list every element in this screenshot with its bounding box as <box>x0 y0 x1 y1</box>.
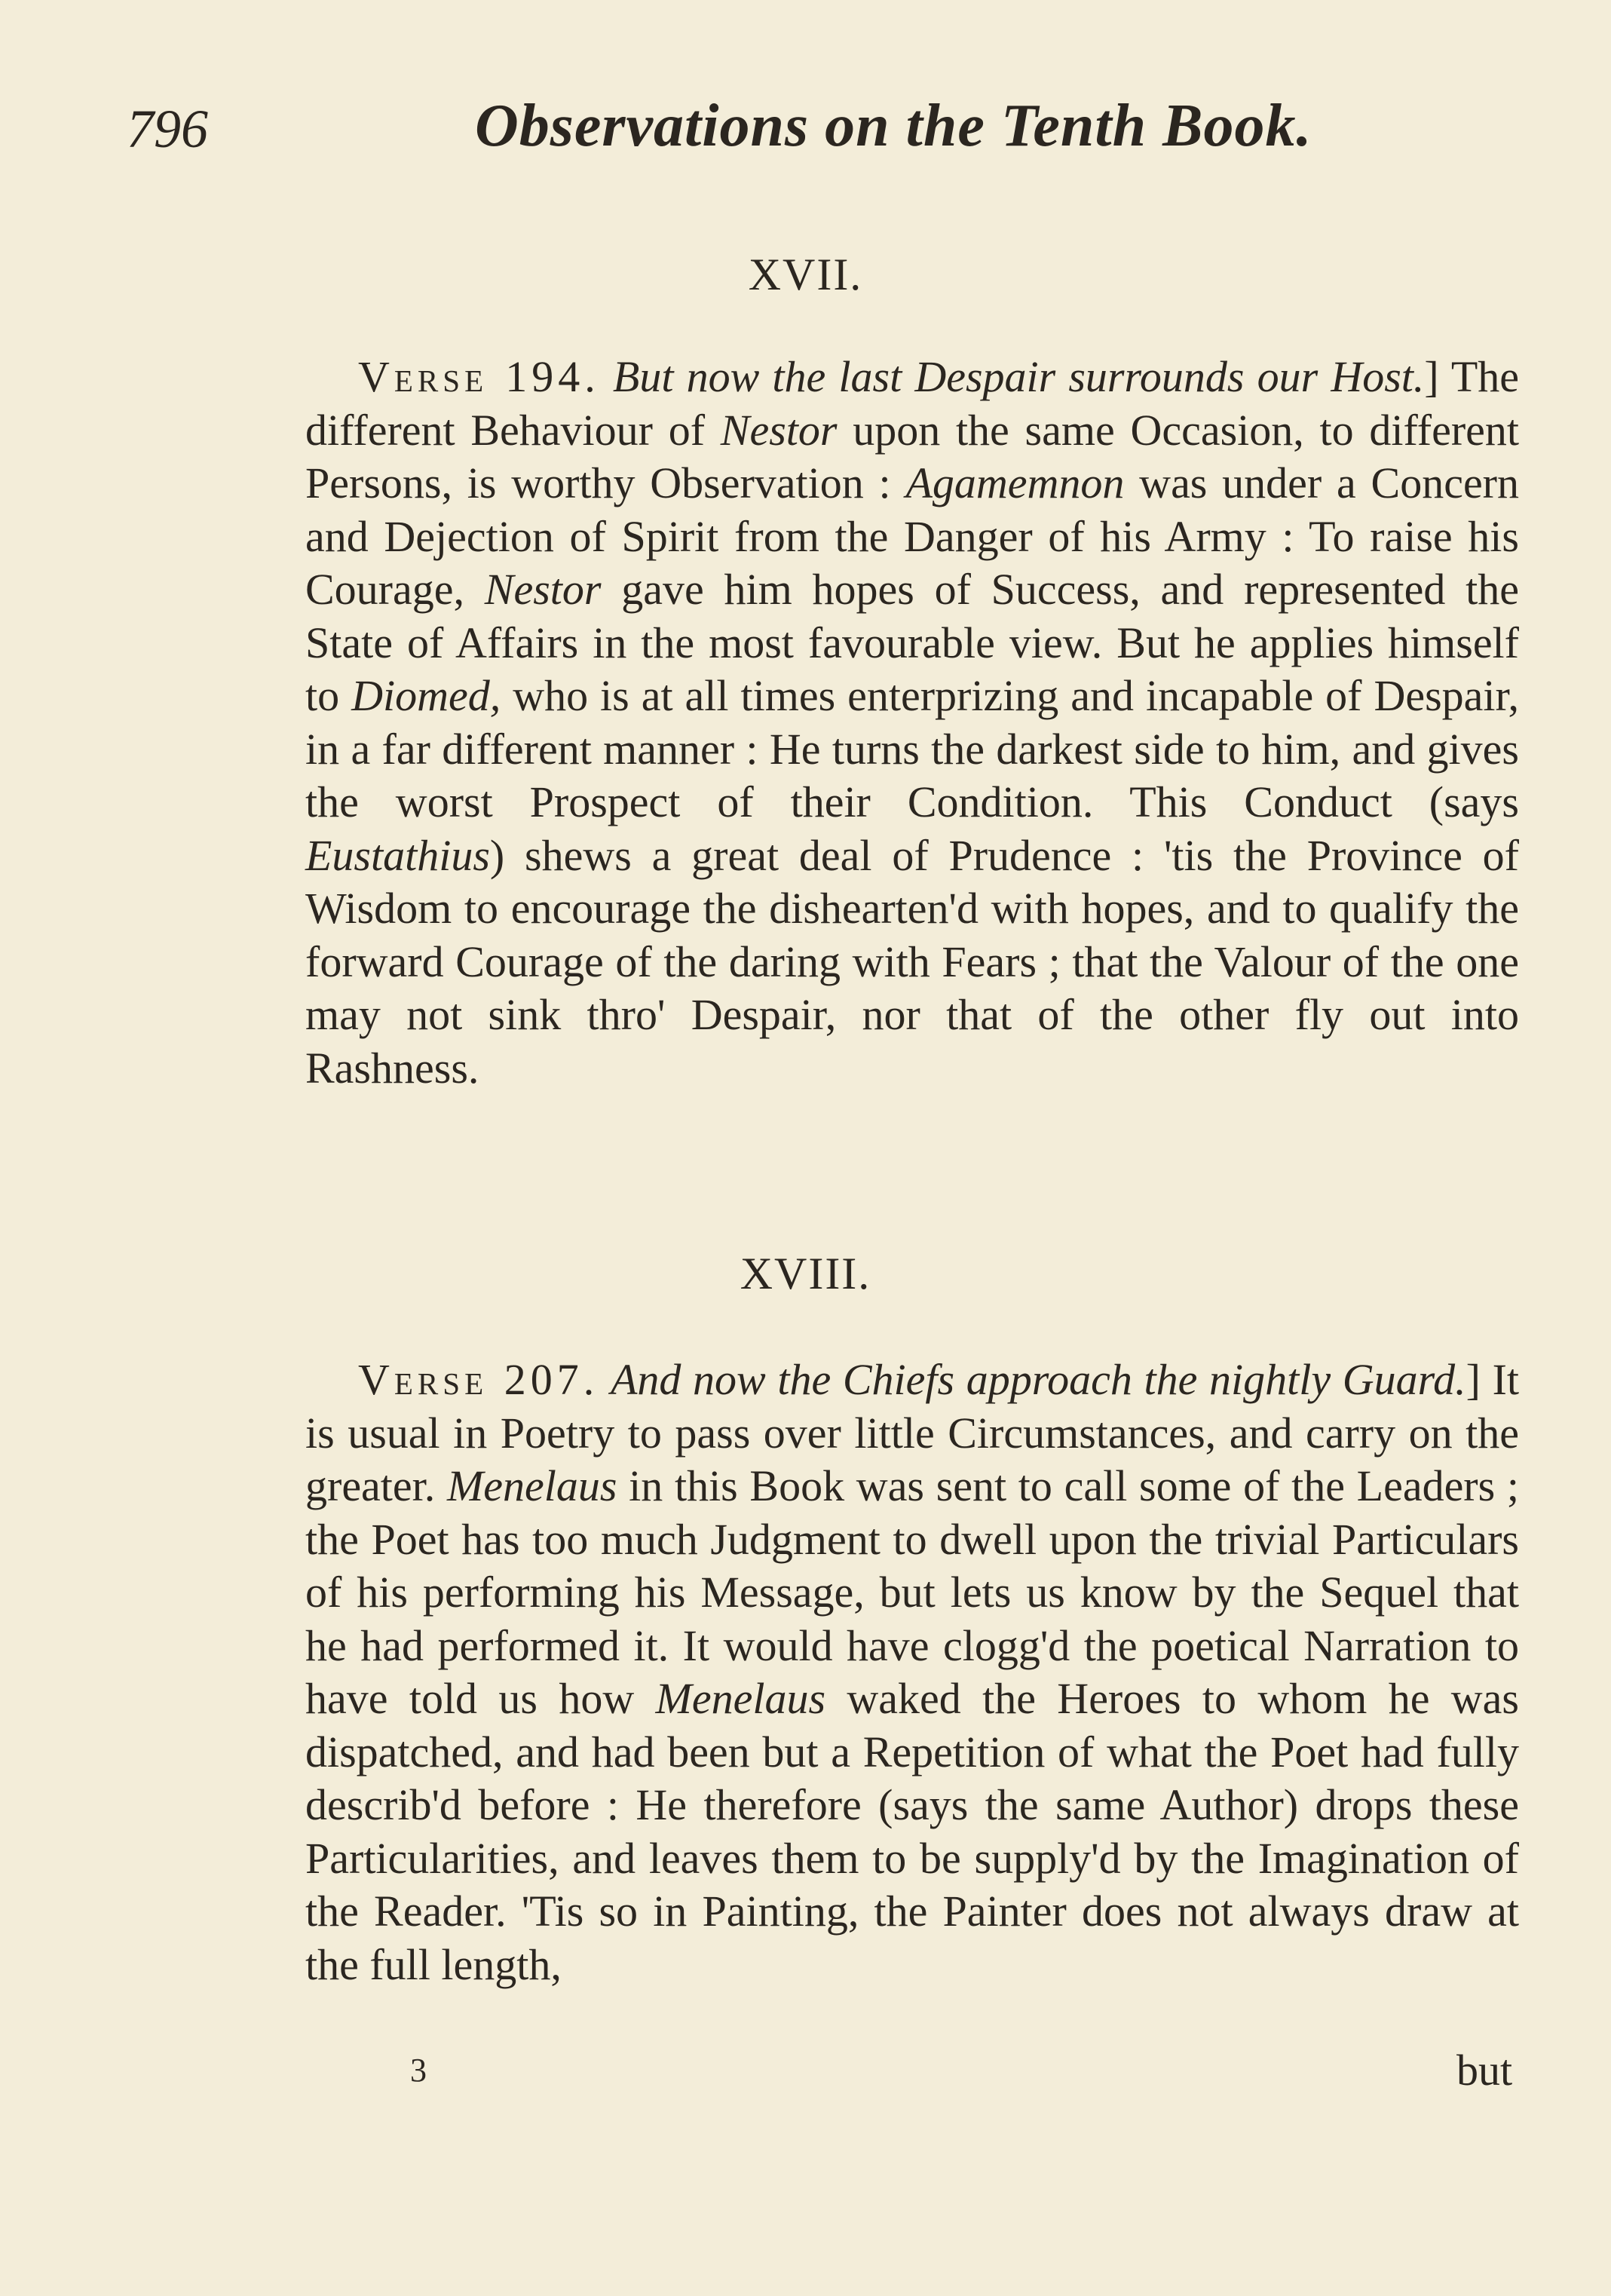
name-nestor: Nestor <box>484 565 602 614</box>
text-run: The different Behaviour of <box>305 352 1520 455</box>
note-paragraph-18 <box>305 1353 1519 1991</box>
page-number: 796 <box>127 99 208 159</box>
catchword: but <box>1456 2046 1513 2095</box>
text-run: was under a Concern and Dejection of Spirit from the Danger of his Army : To raise his Courage, <box>305 458 1519 614</box>
name-menelaus: Menelaus <box>655 1674 826 1723</box>
verse-label: Verse 207. <box>358 1355 599 1404</box>
verse-label: Verse 194. <box>358 352 600 401</box>
name-eustathius: Eustathius <box>305 830 490 880</box>
section-numeral-18: XVIII. <box>740 1249 871 1298</box>
note-paragraph-17 <box>305 351 1519 1095</box>
text-run: in this Book was sent to call some of the Leaders ; the Poet has too much Judgment to dwell upon the trivial Particulars of his performing his Message, but lets us know by the Sequel that he had performed it. It would have clogg'd the poetical Narration to have told us how <box>305 1461 1519 1723</box>
text-run: who is at all times enterprizing and incapable of Despair, in a far different manner : He turns the darkest side to him, and gives the worst Prospect of their Condition. This Conduct (says <box>305 671 1519 826</box>
signature-mark: 3 <box>410 2052 427 2089</box>
lemma: But now the last Despair surrounds our Host. <box>612 352 1425 401</box>
lemma-bracket: ] <box>1466 1355 1481 1404</box>
lemma-bracket: ] <box>1424 352 1439 401</box>
running-title: Observations on the Tenth Book. <box>475 93 1312 159</box>
text-run: upon the same Occasion, to different Persons, is worthy Observation : <box>305 405 1519 507</box>
text-run: gave him hopes of Success, and represented the State of Affairs in the most favourable view. But he applies himself to <box>305 565 1519 720</box>
name-agamemnon: Agamemnon <box>905 458 1125 507</box>
name-menelaus: Menelaus <box>446 1461 617 1510</box>
section-numeral-17: XVII. <box>748 250 863 299</box>
text-run: It is usual in Poetry to pass over little Circumstances, and carry on the greater. <box>305 1355 1519 1510</box>
text-run: waked the Heroes to whom he was dispatched, and had been but a Repetition of what the Poet had fully describ'd before : He therefore (says the same Author) drops these Particularities, and leaves them to be supply'd by the Imagination of the Reader. 'Tis so in Painting, the Painter does not always draw at the full length, <box>305 1674 1519 1989</box>
text-run: ) shews a great deal of Prudence : 'tis the Province of Wisdom to encourage the dishearten'd with hopes, and to qualify the forward Courage of the daring with Fears ; that the Valour of the one may not sink thro' Despair, nor that of the other fly out into Rashness. <box>305 830 1519 1093</box>
name-nestor: Nestor <box>720 405 838 455</box>
name-diomed: Diomed, <box>351 671 501 720</box>
lemma: And now the Chiefs approach the nightly Guard. <box>610 1355 1466 1404</box>
